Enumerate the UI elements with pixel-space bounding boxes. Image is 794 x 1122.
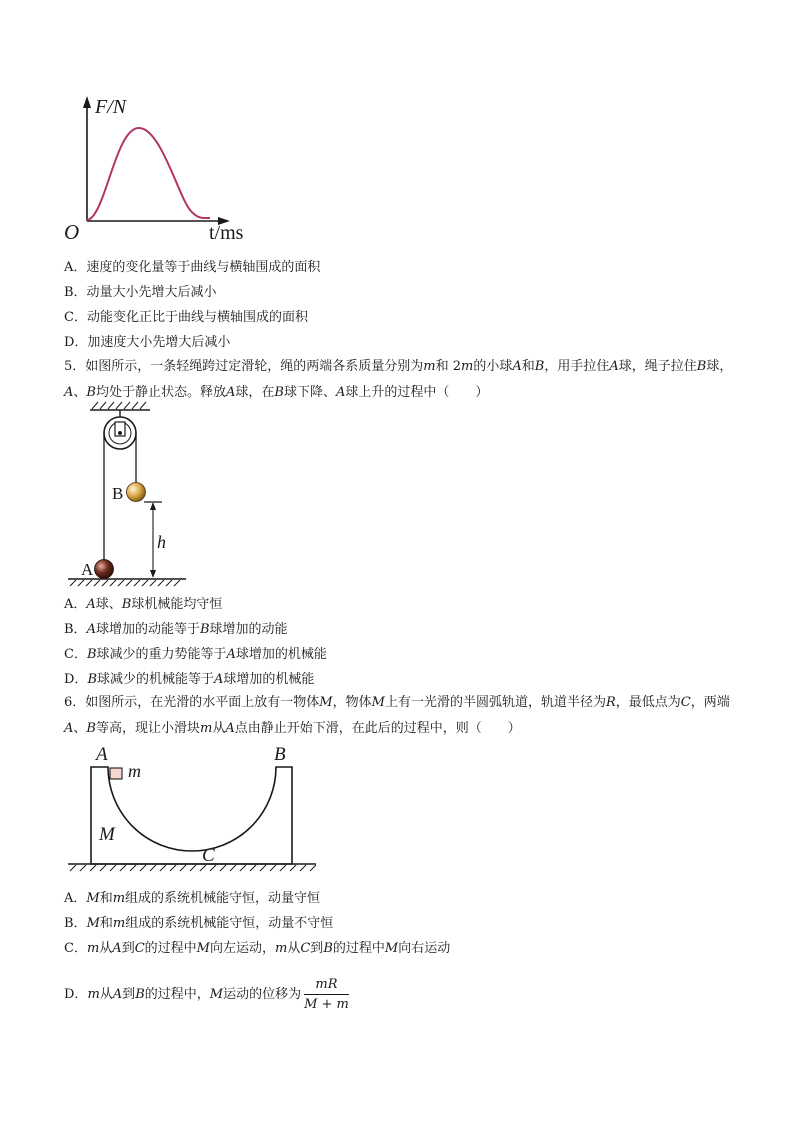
q5-stem-text [64, 359, 732, 400]
q4-option-c[interactable]: C．动能变化正比于曲线与横轴围成的面积 [64, 310, 308, 325]
q6-number: 6． [64, 695, 86, 710]
q6-stem-text [64, 695, 730, 736]
q6-stem-part: 如图所示，在光滑的水平面上放有一物体 [85, 695, 320, 710]
point-b-label: B [274, 744, 286, 765]
q5-number: 5． [64, 359, 86, 374]
option-text-part: 向右运动 [398, 941, 451, 956]
displacement-fraction [304, 976, 349, 1013]
y-axis-arrow [83, 96, 91, 108]
option-text-part: 向左运动， [209, 941, 275, 956]
q5-stem-part: B [534, 359, 545, 374]
option-text-part: C [134, 941, 145, 956]
fraction-denominator: M + m [304, 997, 349, 1012]
ball-a [95, 560, 114, 579]
small-m-label: m [128, 761, 141, 781]
q6-option-a[interactable] [64, 890, 320, 907]
option-text-part: 球增加的动能 [209, 622, 288, 637]
ceiling-hatching [92, 402, 146, 409]
q5-stem-part: A [225, 385, 236, 400]
q5-stem-part: 球， [706, 359, 733, 374]
q5-stem-part: B [274, 385, 284, 400]
option-text-part: 的过程中 [332, 941, 385, 956]
ball-b [127, 483, 146, 502]
q6-stem [64, 690, 736, 742]
option-text-part: 从 [99, 941, 113, 956]
q5-stem-part: m [461, 359, 474, 374]
q5-stem-part: A [609, 359, 619, 374]
q6-stem-part: M [319, 695, 333, 710]
q5-stem-part: 如图所示，一条轻绳跨过定滑轮，绳的两端各系质量分别为 [85, 359, 424, 374]
ball-b-label: B [112, 484, 124, 503]
option-text-part: M [384, 941, 399, 956]
y-axis-label: F/N [95, 96, 127, 118]
q6-stem-part: m [199, 721, 213, 736]
q5-stem-part: 、 [73, 385, 87, 400]
q5-stem-part: 球上升的过程中（ ） [345, 385, 489, 400]
q6-stem-part: ，物体 [332, 695, 372, 710]
q6-option-b[interactable] [64, 915, 333, 932]
option-text-part: 球、 [95, 597, 122, 612]
option-text-part: A [86, 597, 96, 612]
option-text-part: M [209, 987, 224, 1002]
q5-stem-part: B [696, 359, 707, 374]
q6-stem-part: 上有一光滑的半圆弧轨道，轨道半径为 [384, 695, 606, 710]
option-text-part: 和 [99, 891, 113, 906]
q4-option-b[interactable]: B．动量大小先增大后减小 [64, 285, 217, 300]
block-m-body [91, 767, 292, 864]
option-text-part: B [87, 672, 97, 687]
q5-stem-part: 均处于静止状态。释放 [95, 385, 226, 400]
q5-stem-part: B [86, 385, 96, 400]
point-a-label: A [96, 744, 108, 765]
option-text-part: M [86, 891, 100, 906]
option-text-part: 和 [99, 916, 113, 931]
option-text-part: A [112, 987, 123, 1002]
q5-option-b[interactable] [64, 621, 288, 638]
option-text-part: 球增加的动能等于 [95, 622, 200, 637]
q5-option-a[interactable] [64, 596, 222, 613]
option-text-part: m [112, 891, 126, 906]
option-letter: B． [64, 916, 87, 931]
q6-stem-part: 等高，现让小滑块 [95, 721, 200, 736]
option-text-part: m [87, 987, 100, 1002]
small-block-m [110, 768, 122, 779]
q5-option-d[interactable] [64, 671, 314, 688]
option-text-part: 从 [287, 941, 301, 956]
q6-stem-part: 从 [212, 721, 226, 736]
option-text-part: 的过程中， [144, 987, 210, 1002]
q5-stem-part: 球下降、 [283, 385, 336, 400]
option-text-part: B [86, 647, 97, 662]
option-text-part: M [86, 916, 100, 931]
option-text-part: 到 [122, 987, 136, 1002]
q6-option-c[interactable] [64, 940, 450, 957]
ground-hatching [70, 580, 180, 586]
option-text-part: 球减少的重力势能等于 [96, 647, 227, 662]
q6-stem-part: ，最低点为 [615, 695, 681, 710]
option-text-part: 组成的系统机械能守恒，动量不守恒 [125, 916, 334, 931]
x-axis-label: t/ms [209, 222, 244, 244]
option-text-part: C [300, 941, 311, 956]
option-text-part: 到 [121, 941, 135, 956]
option-text-part: m [86, 941, 100, 956]
option-text-part: 的过程中 [144, 941, 197, 956]
option-text-part: 从 [99, 987, 113, 1002]
q6-stem-part: R [605, 695, 616, 710]
q5-stem [64, 354, 736, 406]
q6-stem-part: B [86, 721, 96, 736]
option-text-part: 到 [310, 941, 324, 956]
option-text-part: 运动的位移为 [223, 987, 302, 1002]
option-text-part: m [275, 941, 288, 956]
force-curve [87, 128, 210, 220]
option-text-part: M [196, 941, 210, 956]
option-letter: B． [64, 622, 87, 637]
option-letter: D． [64, 672, 88, 687]
option-text-part: B [323, 941, 333, 956]
option-text-part: m [112, 916, 126, 931]
option-text-part: B [199, 622, 210, 637]
option-letter: D． [64, 987, 88, 1002]
ground-hatching [70, 865, 316, 871]
fraction-numerator: mR [304, 976, 349, 995]
origin-label: O [64, 220, 80, 244]
option-letter: A． [64, 891, 87, 906]
q6-stem-part: 点由静止开始下滑，在此后的过程中，则（ ） [234, 721, 521, 736]
height-label: h [157, 532, 166, 552]
q5-stem-part: 球，绳子拉住 [618, 359, 697, 374]
option-text-part: 球增加的机械能 [235, 647, 327, 662]
q5-option-c[interactable] [64, 646, 327, 663]
q6-stem-part: A [225, 721, 235, 736]
q6-stem-part: C [680, 695, 691, 710]
option-letter: C． [64, 941, 87, 956]
q5-stem-part: ，用手拉住 [544, 359, 610, 374]
point-c-label: C [202, 845, 215, 866]
ball-a-label: A [81, 560, 94, 579]
q4-option-d[interactable]: D．加速度大小先增大后减小 [64, 335, 231, 350]
option-letter: A． [64, 597, 87, 612]
option-text-part: 组成的系统机械能守恒，动量守恒 [125, 891, 321, 906]
option-letter: C． [64, 647, 87, 662]
option-text-part: A [226, 647, 236, 662]
q6-stem-part: A [64, 721, 74, 736]
q5-stem-part: A [335, 385, 346, 400]
option-text-part: 球减少的机械能等于 [97, 672, 215, 687]
option-text-part: A [214, 672, 224, 687]
q5-stem-part: A [512, 359, 522, 374]
q5-stem-part: 的小球 [473, 359, 513, 374]
option-text-part: B [121, 597, 132, 612]
q5-stem-part: m [423, 359, 436, 374]
q6-option-d[interactable] [64, 976, 349, 1013]
q5-stem-part: 球，在 [235, 385, 275, 400]
option-text-part: 球机械能均守恒 [131, 597, 223, 612]
q4-option-a[interactable]: A．速度的变化量等于曲线与横轴围成的面积 [64, 260, 321, 275]
q5-stem-part: 和 2 [435, 359, 462, 374]
option-text-part: B [135, 987, 145, 1002]
q6-stem-part: ，两端 [690, 695, 730, 710]
option-text-part: A [86, 622, 96, 637]
option-text-part: A [112, 941, 122, 956]
big-m-label: M [99, 824, 115, 845]
q6-stem-part: M [371, 695, 385, 710]
q5-stem-part: 和 [521, 359, 535, 374]
option-text-part: 球增加的机械能 [223, 672, 315, 687]
q5-stem-part: A [64, 385, 74, 400]
q6-stem-part: 、 [73, 721, 87, 736]
